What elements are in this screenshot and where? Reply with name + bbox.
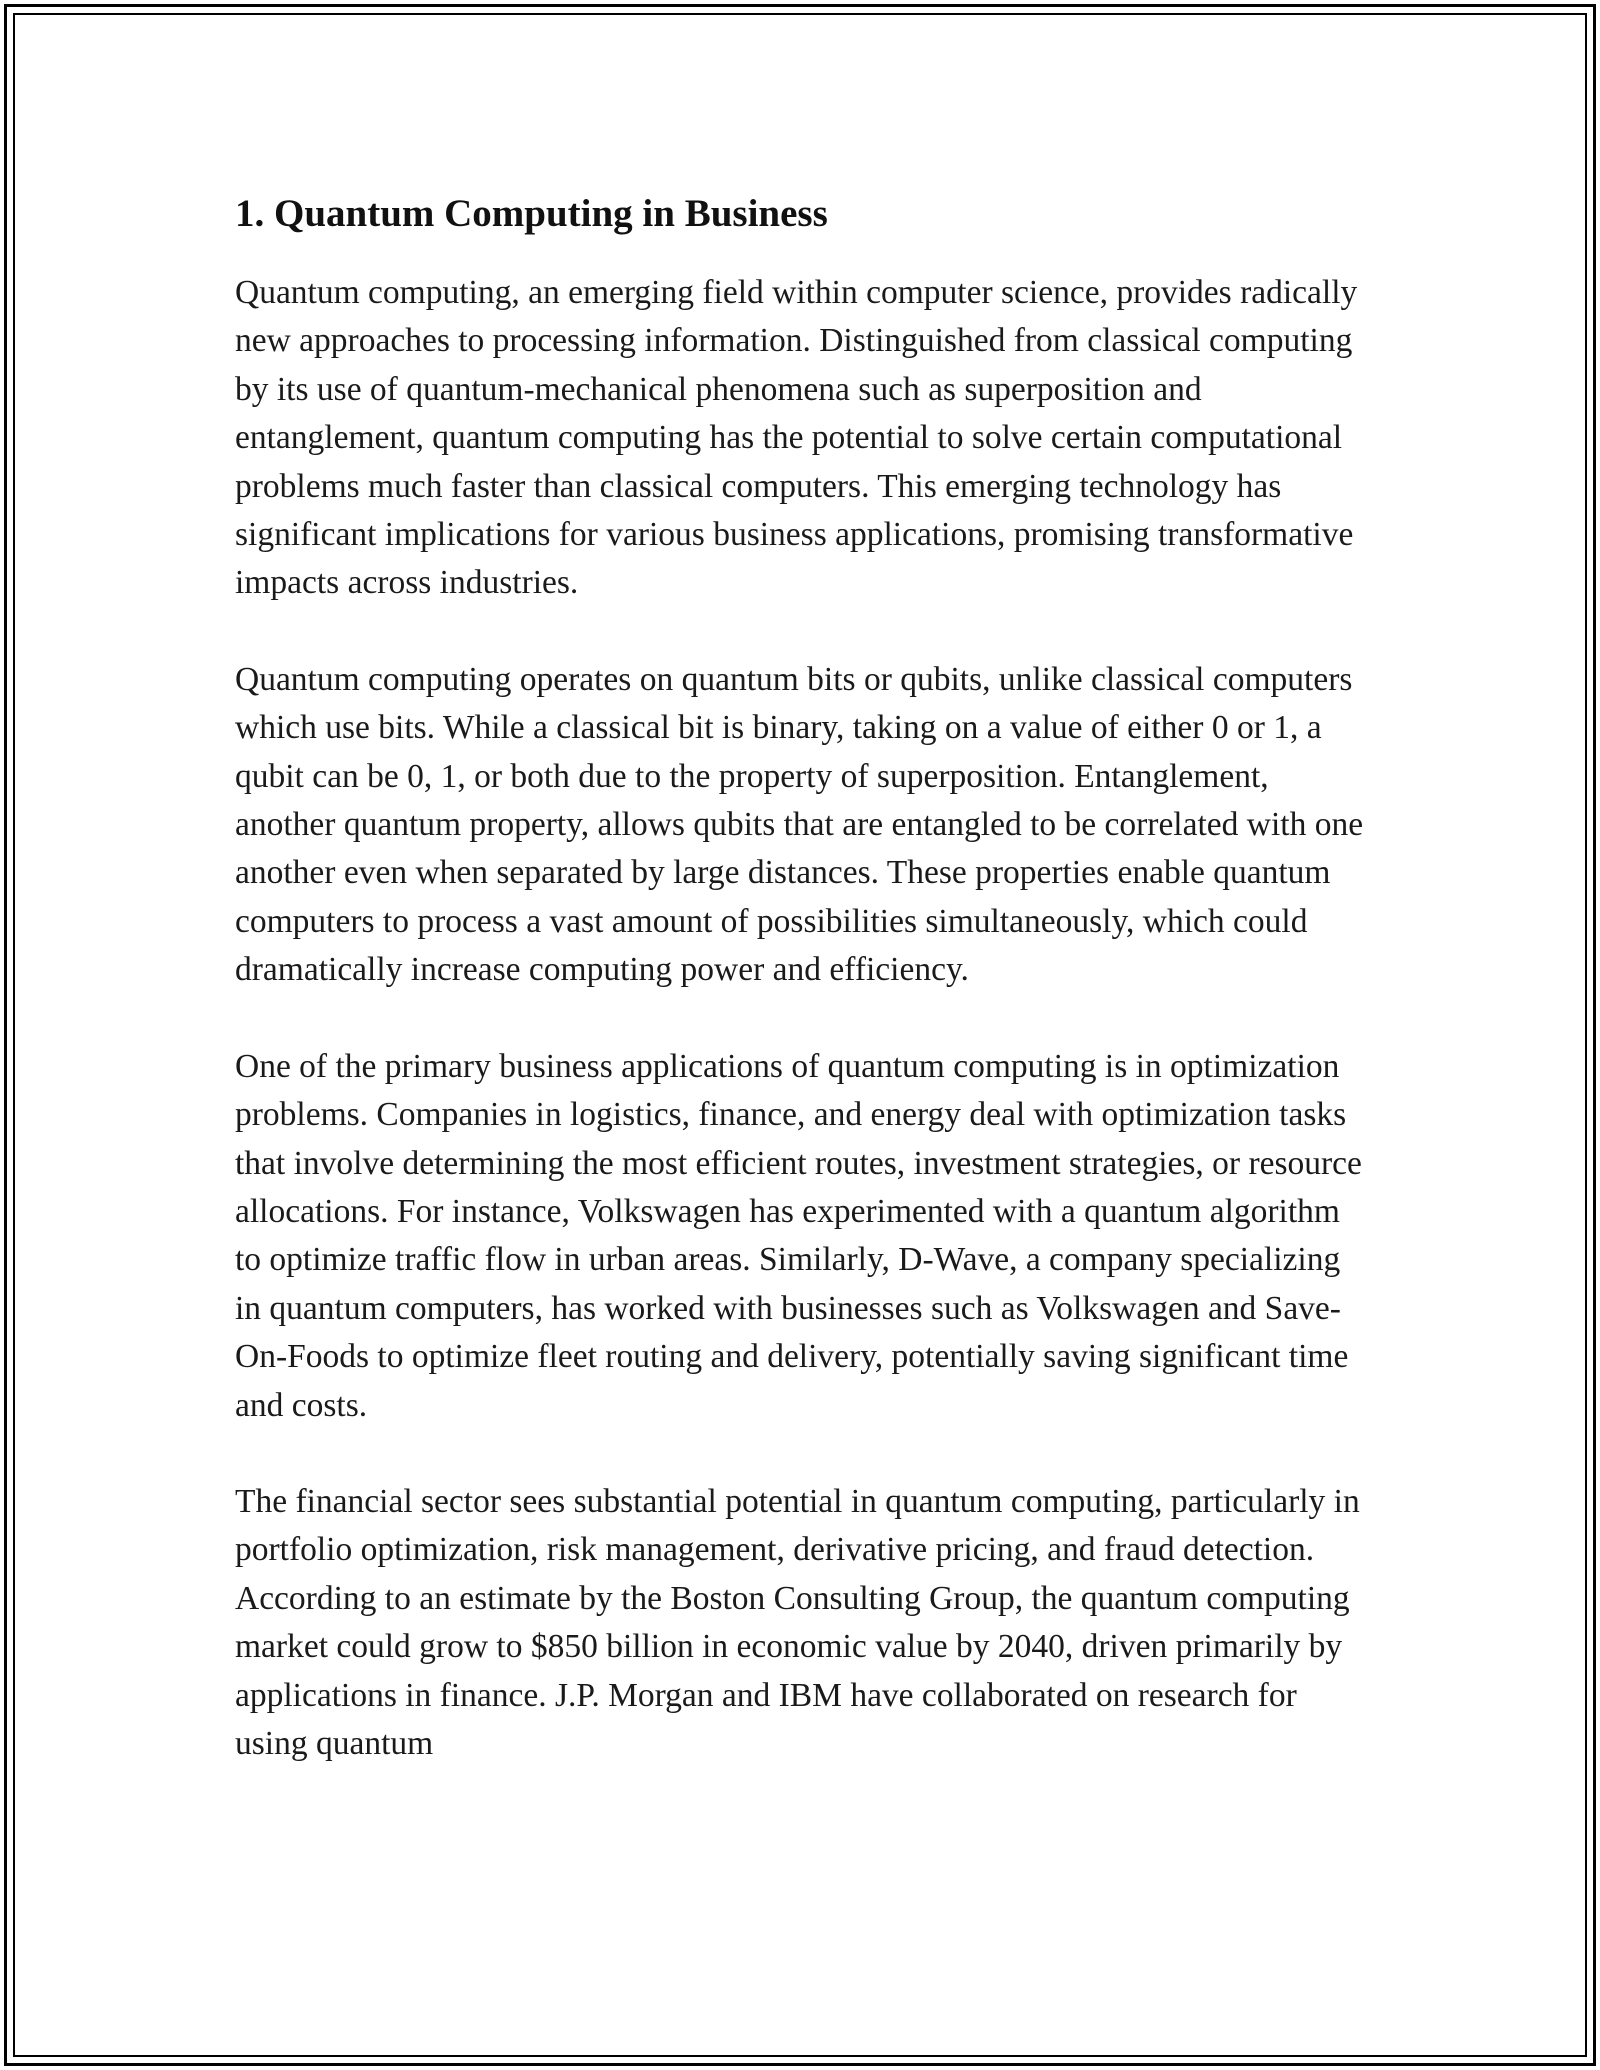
section-heading: 1. Quantum Computing in Business [235,192,828,235]
document-body [235,185,1365,1816]
paragraph-intro: Quantum computing, an emerging field within computer science, provides radically new approaches to processing information. Distinguished from classical computing by its use of quantum-mechanical phenomena such as superposition and entanglement, quantum computing has the potential to solve certain computational problems much faster than classical computers. This emerging technology has significant implications for various business applications, promising transformative impacts across industries. [235,274,1358,602]
paragraph-optimization: One of the primary business applications of quantum computing is in optimization problems. Companies in logistics, finance, and energy deal with optimization tasks that involve determining the most efficient routes, investment strategies, or resource allocations. For instance, Volkswagen has experimented with a quantum algorithm to optimize traffic flow in urban areas. Similarly, D-Wave, a company specializing in quantum computers, has worked with businesses such as Volkswagen and Save-On-Foods to optimize fleet routing and delivery, potentially saving significant time and costs. [235,1047,1362,1424]
paragraph-finance: The financial sector sees substantial potential in quantum computing, particularly in portfolio optimization, risk management, derivative pricing, and fraud detection. According to an estimate by the Boston Consulting Group, the quantum computing market could grow to $850 billion in economic value by 2040, driven primarily by applications in finance. J.P. Morgan and IBM have collaborated on research for using quantum [235,1482,1360,1762]
paragraph-qubits: Quantum computing operates on quantum bits or qubits, unlike classical computers which use bits. While a classical bit is binary, taking on a value of either 0 or 1, a qubit can be 0, 1, or both due to the property of superposition. Entanglement, another quantum property, allows qubits that are entangled to be correlated with one another even when separated by large distances. These properties enable quantum computers to process a vast amount of possibilities simultaneously, which could dramatically increase computing power and efficiency. [235,660,1364,989]
